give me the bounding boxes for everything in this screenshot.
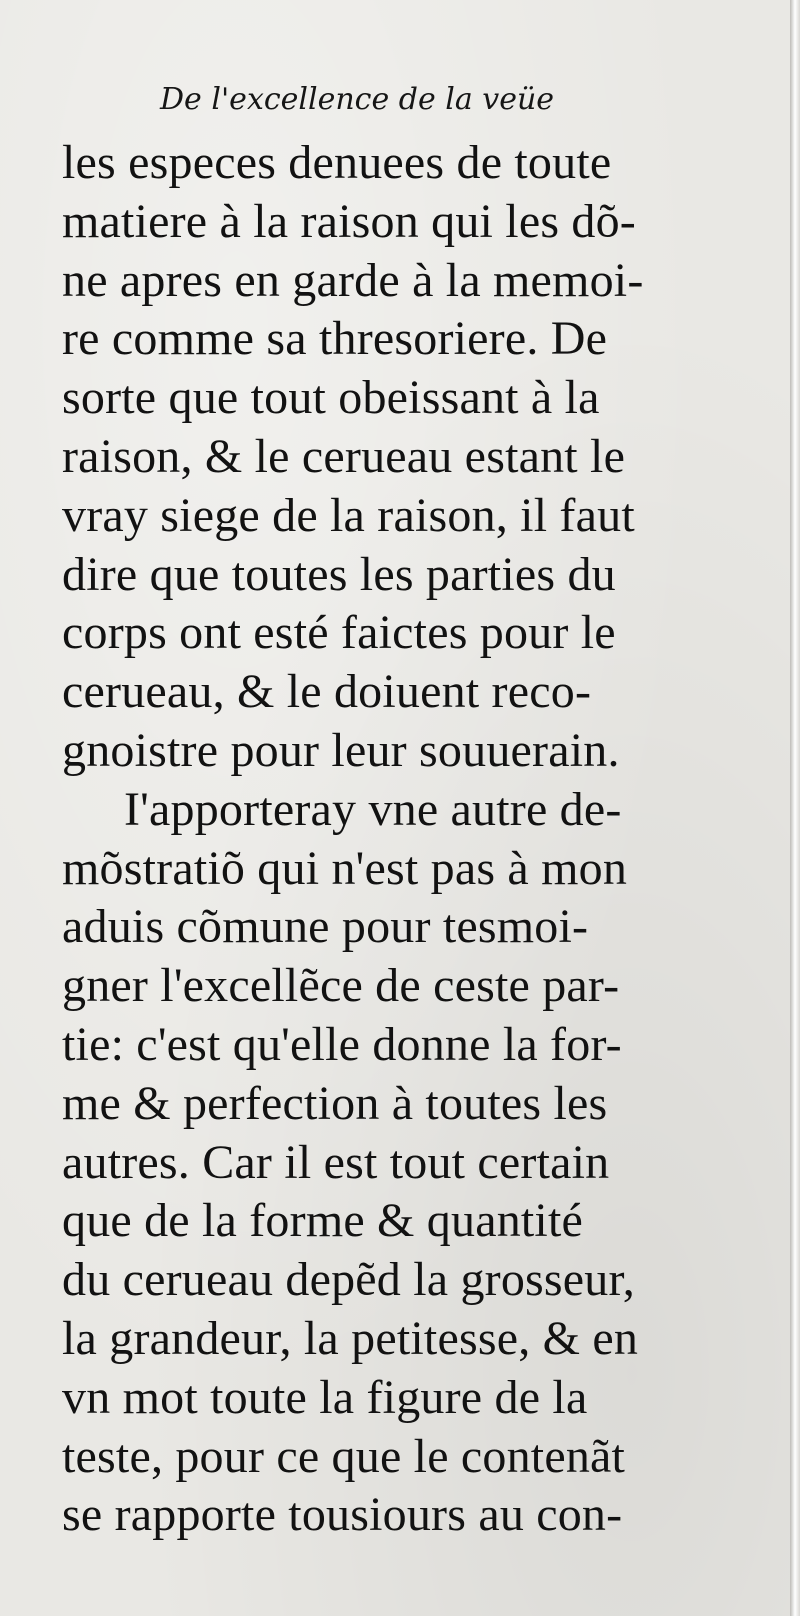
text-line: mõstratiõ qui n'est pas à mon: [62, 841, 628, 895]
text-line: aduis cõmune pour tesmoi-: [62, 900, 589, 954]
text-line: du cerueau depẽd la grosseur,: [62, 1253, 635, 1307]
text-line: les especes denuees de toute: [62, 136, 612, 189]
text-line: cerueau, & le doiuent reco-: [62, 665, 592, 719]
text-line: sorte que tout obeissant à la: [62, 371, 600, 425]
paragraph-start-line: I'apporteray vne autre de-: [124, 782, 622, 836]
text-line: teste, pour ce que le contenãt: [62, 1429, 626, 1483]
running-head: De l'excellence de la veüe: [160, 82, 555, 117]
text-line: que de la forme & quantité: [62, 1194, 584, 1248]
text-line: tie: c'est qu'elle donne la for-: [62, 1017, 622, 1071]
page-edge: [790, 0, 800, 1616]
text-line: raison, & le cerueau estant le: [62, 429, 626, 483]
text-line: re comme sa thresoriere. De: [62, 312, 608, 366]
text-line: vn mot toute la figure de la: [62, 1370, 588, 1424]
text-line: se rapporte tousiours au con-: [62, 1488, 623, 1542]
text-line: gner l'excellẽce de ceste par-: [62, 959, 620, 1013]
text-line: dire que toutes les parties du: [62, 547, 616, 601]
text-line: la grandeur, la petitesse, & en: [62, 1311, 639, 1365]
text-block: [62, 134, 742, 1545]
text-line: vray siege de la raison, il faut: [62, 488, 635, 542]
text-line: corps ont esté faictes pour le: [62, 606, 616, 660]
text-line: gnoistre pour leur souuerain.: [62, 723, 620, 777]
text-line: matiere à la raison qui les dõ-: [62, 194, 636, 248]
text-line: autres. Car il est tout certain: [62, 1135, 610, 1189]
text-line: ne apres en garde à la memoi-: [62, 253, 644, 307]
text-line: me & perfection à toutes les: [62, 1076, 608, 1130]
